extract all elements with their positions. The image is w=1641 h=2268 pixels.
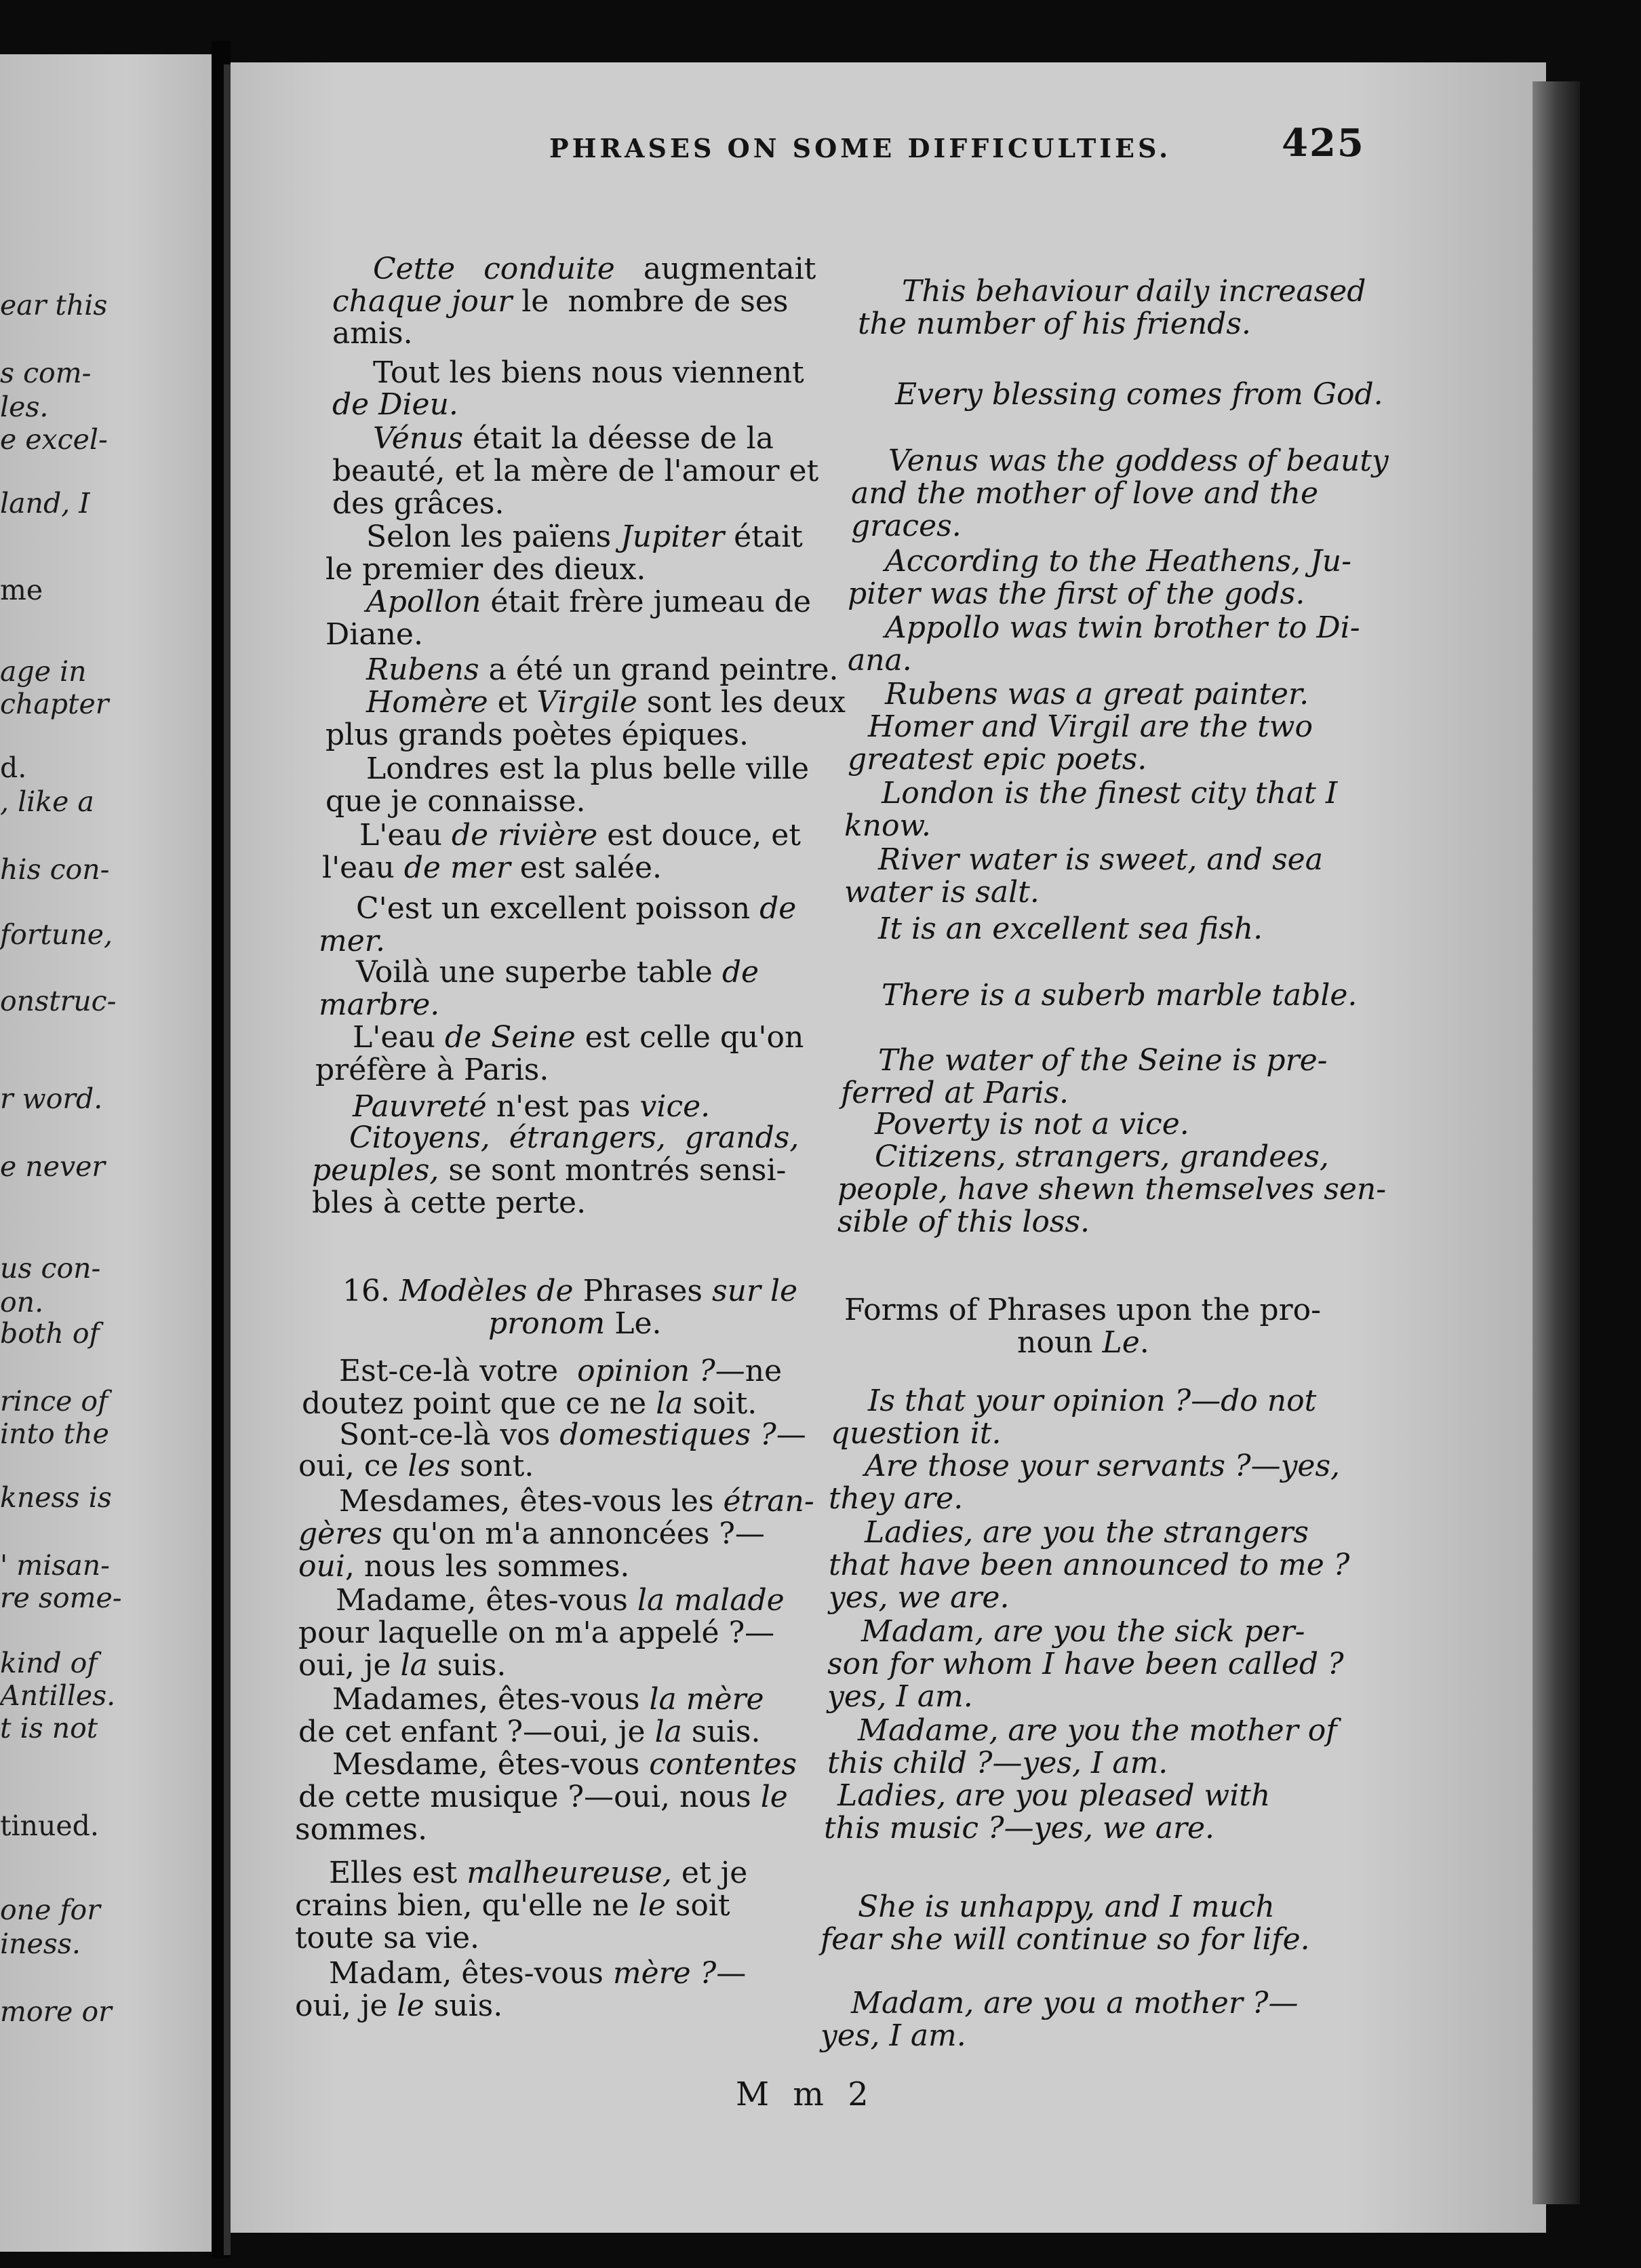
french-text-line: de cette musique ?—oui, nous le (298, 1780, 788, 1814)
french-text-line: beauté, et la mère de l'amour et (332, 454, 819, 488)
english-text-line: Homer and Virgil are the two (868, 709, 1313, 744)
english-text-line: that have been announced to me ? (829, 1548, 1350, 1582)
french-text-line: que je connaisse. (325, 784, 586, 819)
english-text-line: Rubens was a great painter. (885, 677, 1309, 711)
left-page-fragment: ear this (0, 289, 108, 321)
french-text-line: Vénus était la déesse de la (373, 421, 774, 456)
left-page-fragment: land, I (0, 487, 90, 520)
french-text-line: oui, nous les sommes. (298, 1549, 630, 1584)
french-text-line: l'eau de mer est salée. (322, 850, 662, 885)
left-page-fragment: me (0, 574, 43, 606)
french-text-line: Mesdames, êtes-vous les étran- (339, 1484, 814, 1519)
left-page-fragment: fortune, (0, 918, 113, 951)
english-text-line: water is salt. (844, 875, 1040, 910)
left-page-fragment: his con- (0, 853, 110, 886)
french-text-line: Citoyens, étrangers, grands, (349, 1120, 799, 1155)
english-text-line: Madam, are you the sick per- (861, 1614, 1305, 1649)
english-text-line: ferred at Paris. (841, 1076, 1069, 1110)
english-text-line: graces. (851, 509, 962, 543)
english-heading-line: noun Le. (1017, 1325, 1149, 1360)
left-page-fragment: Antilles. (0, 1679, 116, 1712)
french-text-line: oui, ce les sont. (298, 1449, 534, 1483)
english-heading-line: Forms of Phrases upon the pro- (844, 1293, 1322, 1327)
french-text-line: Sont-ce-là vos domestiques ?— (339, 1418, 806, 1452)
left-page-fragment: age in (0, 655, 87, 688)
english-text-line: According to the Heathens, Ju- (885, 544, 1351, 579)
french-text-line: gères qu'on m'a annoncées ?— (298, 1517, 765, 1551)
french-text-line: L'eau de rivière est douce, et (359, 818, 801, 853)
left-page-fragment: , like a (0, 785, 94, 818)
english-text-line: they are. (829, 1481, 964, 1516)
english-text-line: sible of this loss. (837, 1205, 1090, 1239)
english-text-line: piter was the first of the gods. (848, 576, 1305, 611)
english-text-line: Venus was the goddess of beauty (888, 444, 1389, 478)
previous-page-edge (0, 54, 212, 2252)
english-text-line: son for whom I have been called ? (827, 1647, 1344, 1681)
french-text-line: amis. (332, 316, 413, 351)
english-text-line: ana. (848, 643, 912, 678)
french-text-line: Est-ce-là votre opinion ?—ne (339, 1354, 783, 1388)
left-page-fragment: tinued. (0, 1810, 99, 1842)
left-page-fragment: t is not (0, 1712, 98, 1744)
english-text-line: Ladies, are you the strangers (865, 1515, 1309, 1550)
english-text-line: Madam, are you a mother ?— (851, 1986, 1299, 2020)
french-text-line: bles à cette perte. (312, 1186, 587, 1220)
left-page-fragment: kind of (0, 1647, 98, 1679)
french-text-line: chaque jour le nombre de ses (332, 284, 789, 319)
french-text-line: L'eau de Seine est celle qu'on (353, 1020, 804, 1055)
left-page-fragment: chapter (0, 688, 109, 720)
english-text-line: and the mother of love and the (851, 476, 1319, 511)
left-page-fragment: ' misan- (0, 1549, 111, 1582)
left-page-fragment: e never (0, 1150, 105, 1183)
french-text-line: 16. Modèles de Phrases sur le (342, 1274, 798, 1308)
french-text-line: doutez point que ce ne la soit. (302, 1386, 757, 1421)
running-head: PHRASES ON SOME DIFFICULTIES. (549, 133, 1172, 163)
english-text-line: London is the finest city that I (882, 776, 1338, 810)
french-text-line: Apollon était frère jumeau de (366, 585, 812, 619)
english-text-line: fear she will continue so for life. (820, 1922, 1310, 1957)
french-text-line: Tout les biens nous viennent (373, 355, 804, 390)
french-text-line: Elles est malheureuse, et je (329, 1856, 748, 1890)
english-text-line: Appollo was twin brother to Di- (885, 610, 1360, 645)
french-text-line: Voilà une superbe table de (356, 955, 759, 990)
english-text-line: people, have shewn themselves sen- (837, 1172, 1387, 1207)
english-text-line: Citizens, strangers, grandees, (875, 1139, 1329, 1174)
french-text-line: pour laquelle on m'a appelé ?— (298, 1616, 775, 1650)
english-text-line: question it. (831, 1416, 1002, 1451)
english-text-line: yes, I am. (827, 1679, 973, 1714)
english-text-line: yes, I am. (820, 2018, 966, 2053)
left-page-fragment: s com- (0, 357, 92, 389)
page-edge-shadow (1533, 81, 1580, 2204)
french-text-line: Madames, êtes-vous la mère (332, 1682, 764, 1717)
gutter-shadow (224, 64, 231, 2255)
french-text-line: Homère et Virgile sont les deux (366, 685, 846, 720)
french-text-line: sommes. (295, 1812, 428, 1847)
french-text-line: oui, je la suis. (298, 1648, 507, 1683)
english-text-line: know. (844, 808, 931, 843)
english-text-line: Is that your opinion ?—do not (868, 1384, 1317, 1418)
english-text-line: There is a suberb marble table. (882, 978, 1358, 1013)
left-page-fragment: more or (0, 1995, 112, 2028)
french-text-line: Diane. (325, 617, 423, 652)
french-text-line: pronom Le. (488, 1306, 662, 1341)
french-text-line: Pauvreté n'est pas vice. (353, 1089, 711, 1124)
french-text-line: Madame, êtes-vous la malade (336, 1583, 785, 1618)
french-text-line: mer. (319, 924, 385, 958)
left-page-fragment: re some- (0, 1582, 122, 1614)
french-text-line: de Dieu. (332, 387, 458, 422)
english-text-line: Ladies, are you pleased with (837, 1778, 1271, 1813)
english-text-line: Are those your servants ?—yes, (865, 1449, 1341, 1483)
french-text-line: Mesdame, êtes-vous contentes (332, 1747, 797, 1782)
french-text-line: marbre. (319, 988, 440, 1022)
english-text-line: Madame, are you the mother of (858, 1713, 1337, 1748)
french-text-line: peuples, se sont montrés sensi- (312, 1153, 787, 1188)
page-header (319, 122, 1404, 170)
french-text-line: toute sa vie. (295, 1921, 479, 1955)
left-page-fragment: one for (0, 1894, 100, 1926)
french-text-line: des grâces. (332, 486, 505, 521)
french-text-line: Madam, êtes-vous mère ?— (329, 1956, 747, 1991)
english-text-line: The water of the Seine is pre- (878, 1043, 1328, 1078)
english-text-line: She is unhappy, and I much (858, 1890, 1275, 1924)
french-text-line: préfère à Paris. (315, 1053, 549, 1087)
left-page-fragment: into the (0, 1418, 109, 1450)
french-text-line: plus grands poètes épiques. (325, 718, 749, 752)
french-text-line: crains bien, qu'elle ne le soit (295, 1888, 730, 1923)
french-text-line: Cette conduite augmentait (373, 252, 816, 286)
french-text-line: Rubens a été un grand peintre. (366, 652, 839, 687)
left-page-fragment: d. (0, 751, 27, 784)
left-page-fragment: on. (0, 1286, 44, 1318)
english-text-line: this music ?—yes, we are. (824, 1811, 1215, 1845)
left-page-fragment: iness. (0, 1928, 81, 1960)
english-text-line: yes, we are. (829, 1580, 1010, 1615)
french-text-line: Londres est la plus belle ville (366, 751, 810, 786)
left-page-fragment: les. (0, 391, 49, 423)
left-page-fragment: onstruc- (0, 985, 117, 1017)
french-text-line: oui, je le suis. (295, 1989, 503, 2023)
french-text-line: le premier des dieux. (325, 552, 646, 587)
left-page-fragment: rince of (0, 1385, 108, 1418)
left-page-fragment: kness is (0, 1481, 112, 1514)
left-page-fragment: both of (0, 1317, 100, 1350)
english-text-line: greatest epic poets. (848, 742, 1147, 777)
french-text-line: C'est un excellent poisson de (356, 891, 797, 926)
french-text-line: Selon les païens Jupiter était (366, 520, 803, 554)
page-number: 425 (1282, 121, 1365, 165)
english-text-line: this child ?—yes, I am. (827, 1746, 1168, 1780)
english-text-line: This behaviour daily increased (902, 274, 1366, 309)
english-text-line: the number of his friends. (858, 307, 1251, 341)
left-page-fragment: us con- (0, 1252, 101, 1285)
left-page-fragment: e excel- (0, 423, 108, 456)
left-page-fragment: r word. (0, 1082, 103, 1115)
english-text-line: River water is sweet, and sea (878, 842, 1323, 877)
english-text-line: Poverty is not a vice. (875, 1107, 1189, 1141)
french-text-line: de cet enfant ?—oui, je la suis. (298, 1715, 761, 1749)
english-text-line: It is an excellent sea fish. (878, 912, 1263, 946)
english-text-line: Every blessing comes from God. (895, 377, 1383, 412)
printer-signature-mark: M m 2 (736, 2075, 875, 2113)
